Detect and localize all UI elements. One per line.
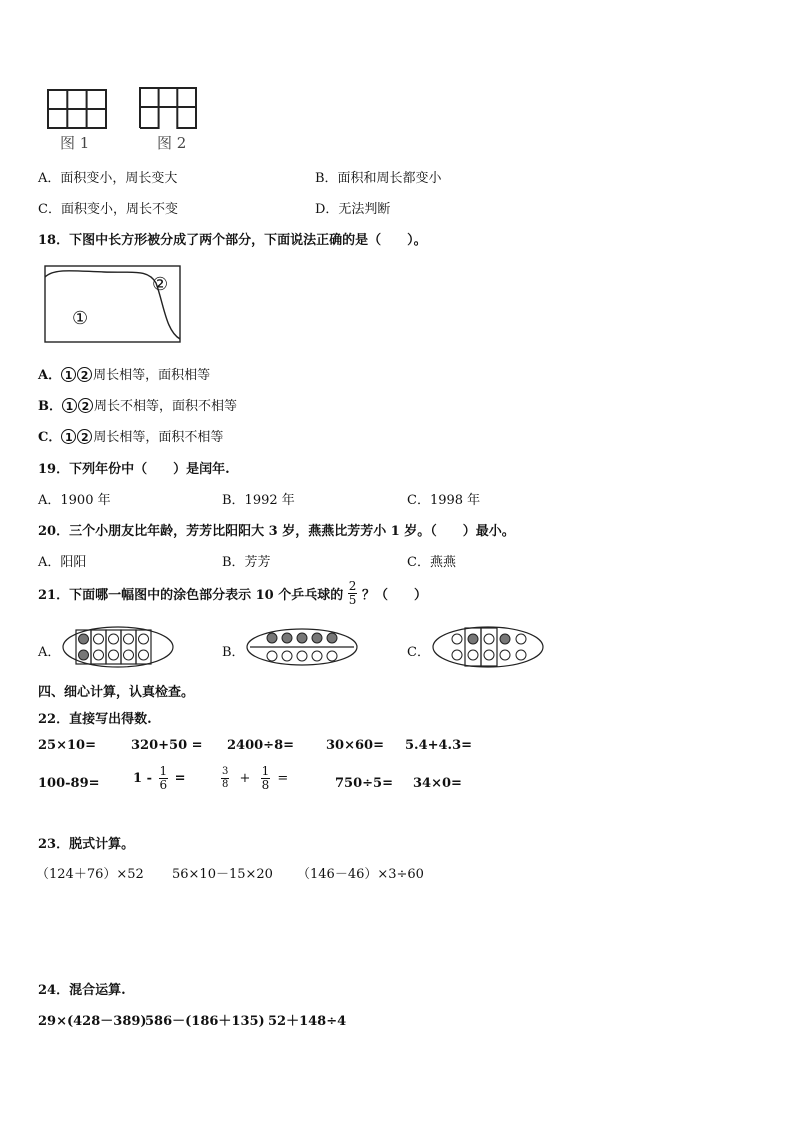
fraction-denominator: 8 [222,779,229,790]
section-4-heading: 四、细心计算，认真检查。 [38,685,195,700]
q21-option-a-label[interactable]: A． [38,645,61,660]
q18-region-2-label: ② [152,274,169,295]
fraction [159,765,169,792]
option-letter: B． [38,399,62,414]
q23-stem: 23．脱式计算。 [38,837,135,852]
q23-expr: （146－46）×3÷60 [297,867,424,882]
q22-row2-e: 34×0= [413,776,462,791]
q21-stem-before: 21．下面哪一幅图中的涂色部分表示 10 个乒乓球的 [38,588,344,603]
q24-expr: 52＋148÷4 [268,1014,347,1029]
q21-option-a-figure[interactable] [62,625,176,673]
fraction-denominator: 5 [348,593,357,607]
circled-1: 1 [62,398,77,413]
fraction-numerator: 1 [261,764,270,778]
circled-1: 1 [61,367,76,382]
circled-2: 2 [77,367,92,382]
q21-option-c-svg [432,625,546,669]
option-text: 周长不相等，面积不相等 [94,399,238,414]
q21-option-a-svg [62,625,176,669]
q23-expr: （124＋76）×52 [36,867,144,882]
circled-1: 1 [61,429,76,444]
q22-row1-item: 320+50 = [131,738,203,753]
q20-option-b[interactable]: B．芳芳 [222,555,271,570]
q17-option-a[interactable]: A．面积变小，周长变大 [38,171,178,186]
option-letter: C． [38,430,62,445]
figure-1-label: 图 1 [60,134,90,152]
q20-stem: 20．三个小朋友比年龄，芳芳比阳阳大 3 岁，燕燕比芳芳小 1 岁。（ ）最小。 [38,524,515,539]
q18-option-b[interactable] [38,395,237,414]
q22-row1-item: 25×10= [38,738,96,753]
q17-option-d[interactable]: D．无法判断 [315,202,391,217]
q21-option-b-svg [246,625,360,669]
q21-option-c-figure[interactable] [432,625,546,673]
q24-expr: 586－(186＋135) [145,1014,265,1029]
q22-row1-item: 30×60= [326,738,384,753]
fraction [221,766,229,791]
q19-option-b[interactable]: B．1992 年 [222,493,295,508]
q19-option-c[interactable]: C．1998 年 [407,493,481,508]
q24-expr: 29×(428－389) [38,1014,147,1029]
q20-option-a[interactable]: A．阳阳 [38,555,87,570]
q24-stem: 24．混合运算. [38,983,126,998]
q22-row2-d: 750÷5= [335,776,393,791]
fraction-numerator: 2 [348,579,357,593]
expr-text: 1 - [133,771,152,786]
expr-text: + [239,771,251,786]
q17-option-b[interactable]: B．面积和周长都变小 [315,171,442,186]
circled-2: 2 [78,398,93,413]
expr-text: = [174,771,186,786]
q22-row2-b [133,765,186,792]
figure-2-label: 图 2 [157,134,187,152]
q21-stem [38,580,427,607]
option-text: 周长相等，面积不相等 [93,430,224,445]
fraction-numerator: 1 [159,764,168,778]
q22-row1-item: 2400÷8= [227,738,295,753]
q19-stem: 19．下列年份中（ ）是闰年. [38,462,230,477]
q22-row2-c [221,765,288,792]
figure-2-grid [140,88,196,128]
q18-region-1-label: ① [72,308,89,329]
q22-stem: 22．直接写出得数. [38,712,152,727]
q18-stem: 18．下图中长方形被分成了两个部分，下面说法正确的是（ ）。 [38,233,427,248]
q22-row2-a: 100-89= [38,776,100,791]
q22-row1-item: 5.4+4.3= [405,738,473,753]
q18-option-a[interactable] [38,364,210,383]
fraction-denominator: 8 [261,778,270,792]
figure-1-grid [48,90,106,128]
q20-option-c[interactable]: C．燕燕 [407,555,456,570]
q17-option-c[interactable]: C．面积变小，周长不变 [38,202,178,217]
circled-2: 2 [77,429,92,444]
expr-text: = [277,771,289,786]
q23-expr: 56×10－15×20 [172,867,273,882]
q19-option-a[interactable]: A．1900 年 [38,493,111,508]
q21-fraction [348,580,358,607]
option-letter: A． [38,368,62,383]
fraction-numerator: 3 [222,766,229,777]
q21-option-b-figure[interactable] [246,625,360,673]
fraction-denominator: 6 [159,778,168,792]
q18-option-c[interactable] [38,426,223,445]
fraction [261,765,271,792]
option-text: 周长相等，面积相等 [93,368,211,383]
q21-option-c-label[interactable]: C． [407,645,430,660]
q21-option-b-label[interactable]: B． [222,645,245,660]
q21-stem-after: ？（ ） [361,588,427,603]
